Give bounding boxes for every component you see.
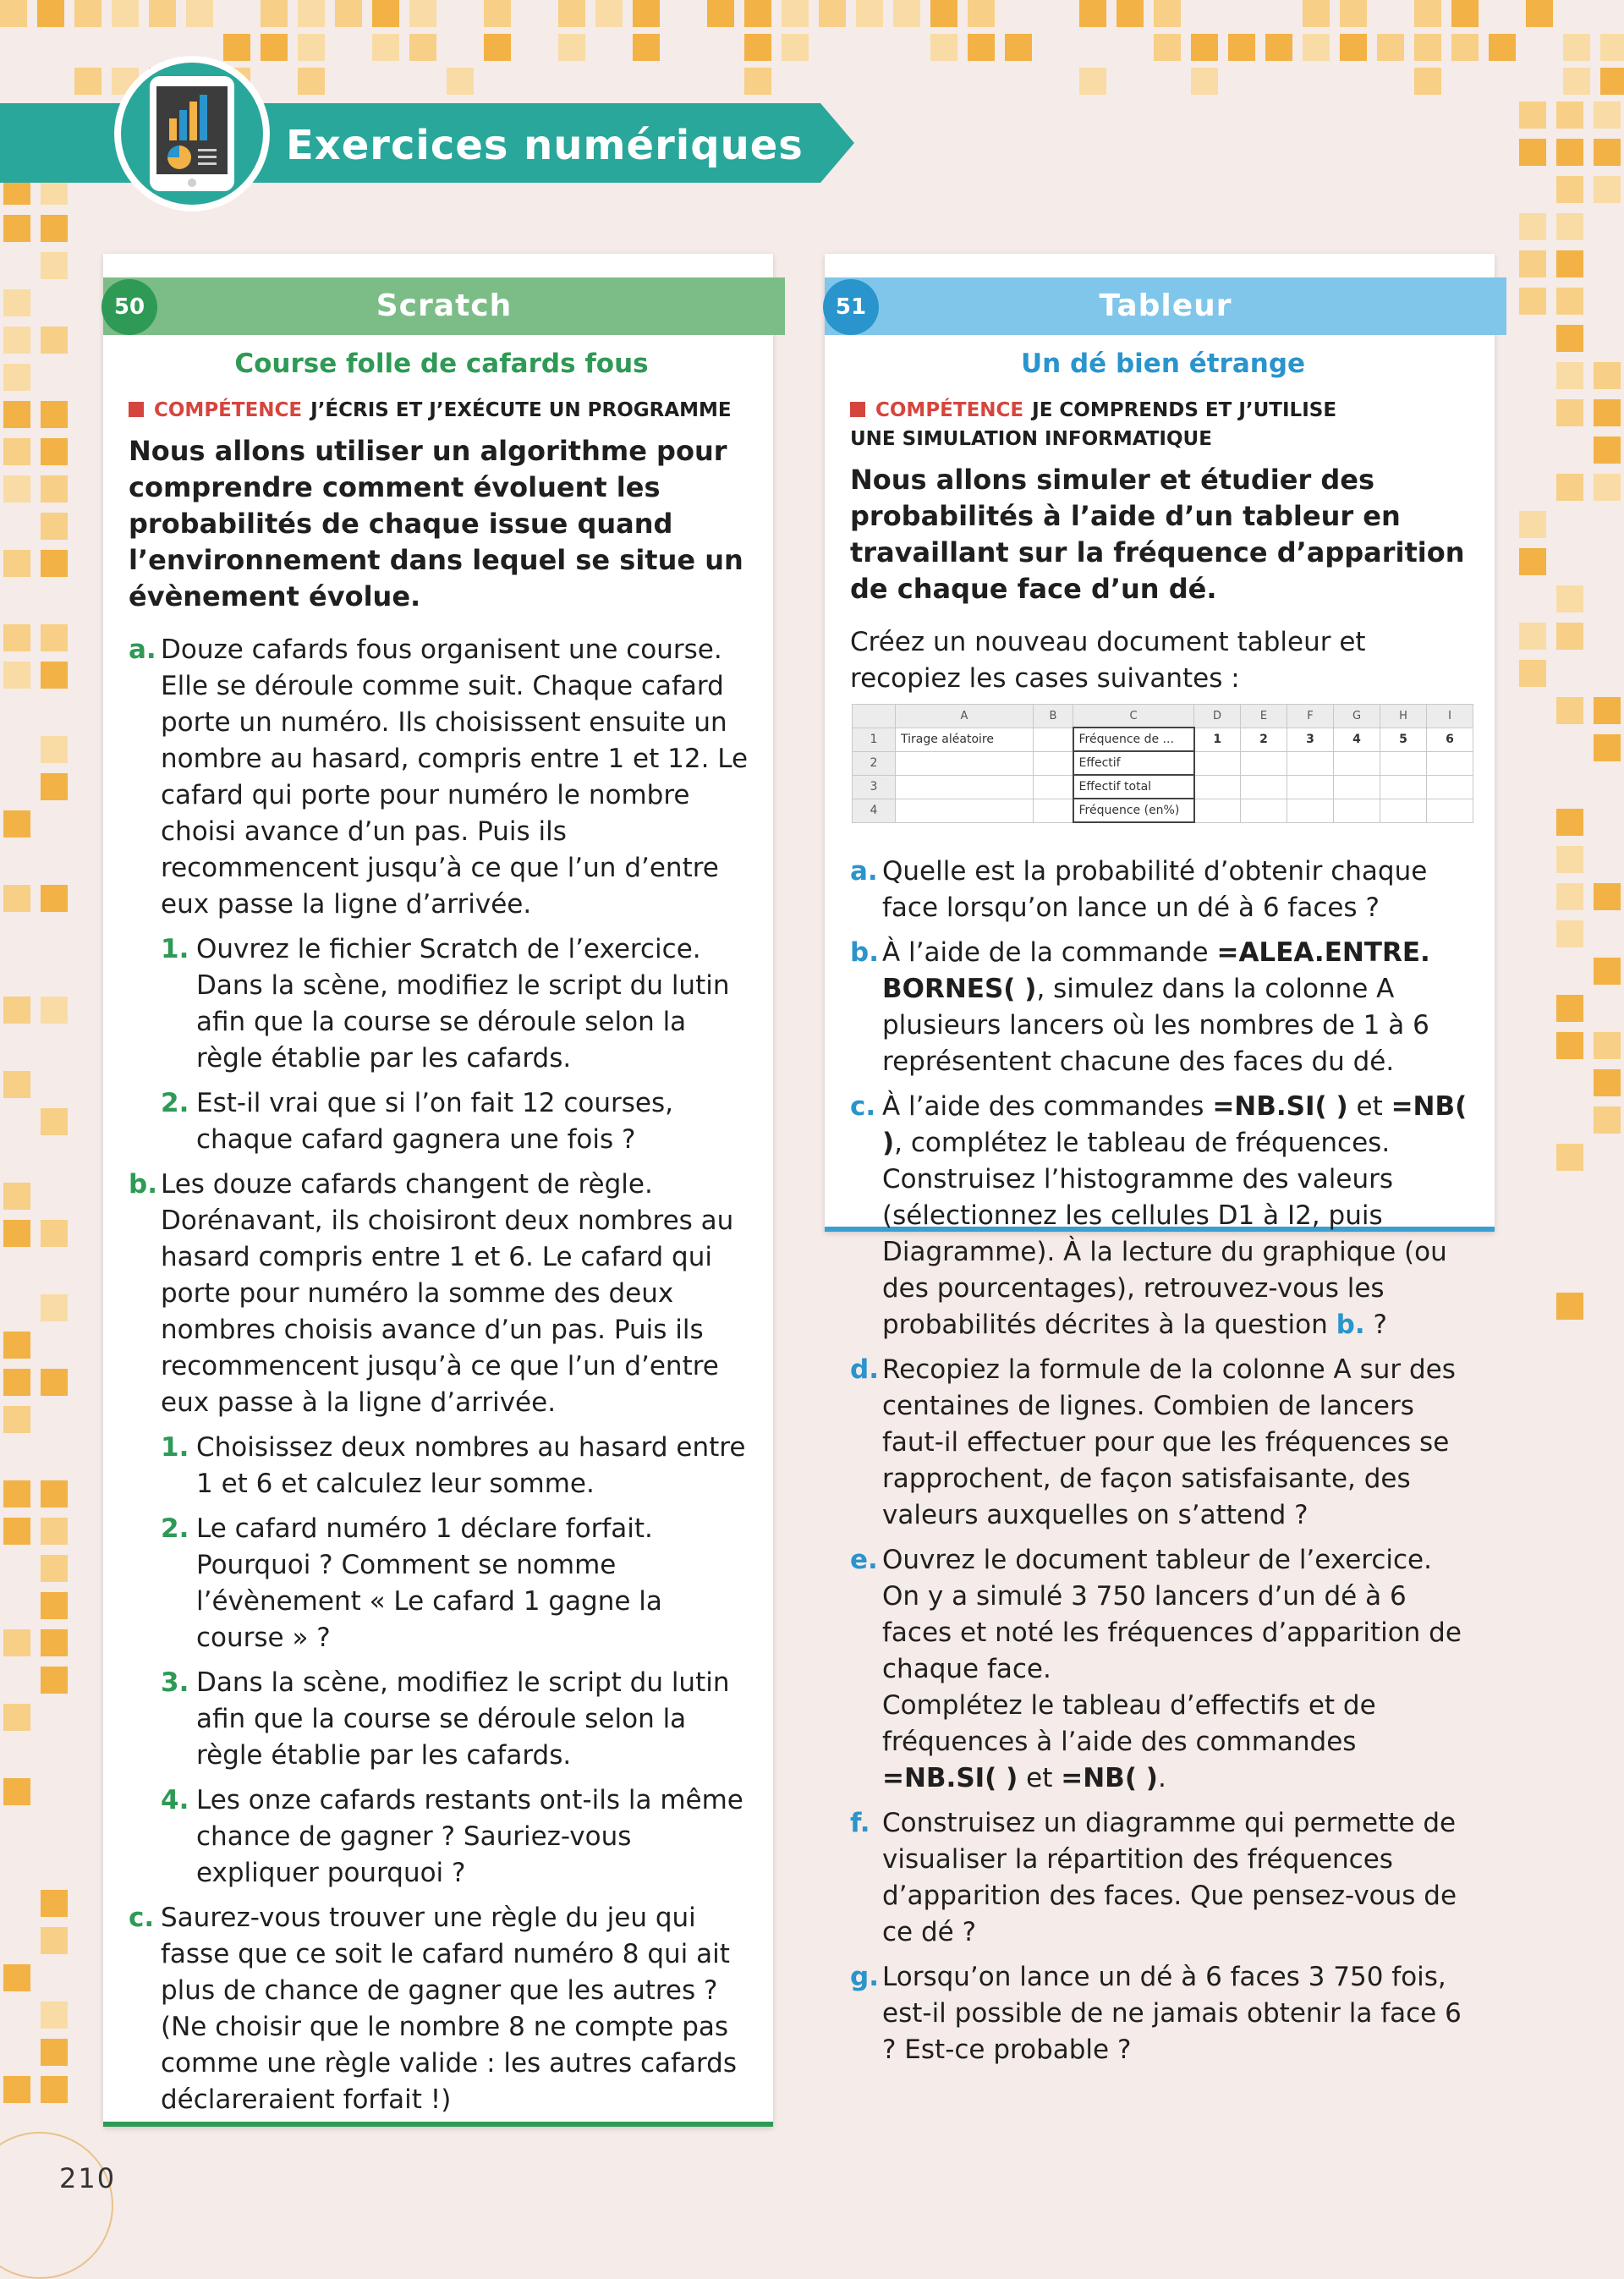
decorative-tile: [41, 1369, 68, 1396]
decorative-tile: [335, 0, 362, 27]
decorative-tile: [1519, 250, 1546, 277]
decorative-tile: [1519, 511, 1546, 538]
question-a: a. Douze cafards fous organisent une course. Elle se déroule comme suit. Chaque cafard porte un numéro. Ils choisissent ensuite un nombre au hasard, compris entre 1 et 12. Le cafard qui porte pour numéro le nombre choisi avance d’un pas. Puis ils recommencent jusqu’à ce que l’un d’entre eux passe la ligne d’arrivée. 1. Ouvrez le fichier Scratch de l’exercice. Dans la scène, modifiez le script du lutin afin que la course se déroule selon la règle établie par les cafards. 2. Est-il vrai que si l’on fait 12 courses, chaque cafard gagnera une fois ?: [129, 632, 754, 1158]
decorative-tile: [1556, 623, 1583, 650]
decorative-tile: [1594, 362, 1621, 389]
exercise-50-number: 50: [102, 279, 157, 335]
exercise-50-intro: Nous allons utiliser un algorithme pour comprendre comment évoluent les probabilités de chaque issue quand l’environnement dans lequel se situe un évènement évolue.: [129, 435, 743, 612]
decorative-tile: [1556, 920, 1583, 947]
question-c: c. Saurez-vous trouver une règle du jeu qui fasse que ce soit le cafard numéro 8 qui ait plus de chance de gagner que les autres ? (Ne choisir que le nombre 8 ne compte pas comme une règle valide : les autres cafards déclareraient forfait !): [129, 1903, 737, 2115]
decorative-tile: [1414, 0, 1441, 27]
decorative-tile: [3, 1778, 30, 1805]
decorative-tile: [1340, 34, 1367, 61]
decorative-tile: [1414, 68, 1441, 95]
decorative-tile: [1079, 0, 1106, 27]
decorative-tile: [3, 1071, 30, 1098]
question-b: b. À l’aide de la commande =ALEA.ENTRE. BORNES( ), simulez dans la colonne A plusieurs lancers où les nombres de 1 à 6 représentent chacune des faces du dé.: [850, 937, 1430, 1077]
decorative-tile: [968, 0, 995, 27]
exercise-50-card: [103, 254, 773, 2127]
decorative-tile: [1340, 0, 1367, 27]
decorative-tile: [930, 0, 957, 27]
decorative-tile: [41, 1890, 68, 1917]
decorative-tile: [558, 34, 585, 61]
decorative-tile: [1228, 34, 1255, 61]
decorative-tile: [1594, 1032, 1621, 1059]
decorative-tile: [3, 550, 30, 577]
decorative-tile: [3, 662, 30, 689]
decorative-tile: [1519, 139, 1546, 166]
sub-question: 1. Ouvrez le fichier Scratch de l’exercice. Dans la scène, modifiez le script du lutin afin que la course se déroule selon la règle établie par les cafards.: [161, 934, 730, 1074]
decorative-tile: [3, 327, 30, 354]
decorative-tile: [41, 997, 68, 1024]
exercise-51-number: 51: [823, 279, 879, 335]
decorative-tile: [1154, 34, 1181, 61]
decorative-tile: [1556, 139, 1583, 166]
decorative-tile: [1556, 1032, 1583, 1059]
decorative-tile: [1556, 102, 1583, 129]
exercise-50-header: Scratch: [376, 288, 513, 323]
decorative-tile: [41, 1294, 68, 1321]
decorative-tile: [372, 34, 399, 61]
decorative-tile: [1556, 697, 1583, 724]
decorative-tile: [41, 475, 68, 502]
decorative-tile: [41, 2076, 68, 2103]
decorative-tile: [558, 0, 585, 27]
decorative-tile: [298, 68, 325, 95]
decorative-tile: [3, 215, 30, 242]
decorative-tile: [3, 1220, 30, 1247]
decorative-tile: [744, 68, 771, 95]
competence-line: COMPÉTENCE JE COMPRENDS ET J’UTILISE UNE SIMULATION INFORMATIQUE: [850, 399, 1337, 450]
decorative-tile: [447, 68, 474, 95]
sub-question: 4. Les onze cafards restants ont-ils la même chance de gagner ? Sauriez-vous expliquer pourquoi ?: [161, 1785, 743, 1888]
decorative-tile: [41, 1220, 68, 1247]
sub-question: 2. Est-il vrai que si l’on fait 12 courses, chaque cafard gagnera une fois ?: [161, 1088, 673, 1155]
decorative-tile: [3, 364, 30, 391]
decorative-tile: [1377, 34, 1404, 61]
decorative-tile: [819, 0, 846, 27]
spreadsheet-snippet: [852, 704, 1473, 823]
decorative-tile: [1191, 68, 1218, 95]
decorative-tile: [484, 0, 511, 27]
sub-question: 1. Choisissez deux nombres au hasard entre 1 et 6 et calculez leur somme.: [161, 1432, 746, 1499]
decorative-tile: [41, 513, 68, 540]
decorative-tile: [1414, 34, 1441, 61]
decorative-tile: [298, 34, 325, 61]
question-c: c. À l’aide des commandes =NB.SI( ) et =NB( ), complétez le tableau de fréquences. Construisez l’histogramme des valeurs (sélectionnez les cellules D1 à I2, puis Diagramme). À la lecture du graphique (ou des pourcentages), retrouvez-vous les probabilités décrites à la question b. ?: [850, 1091, 1468, 1340]
decorative-tile: [3, 2076, 30, 2103]
decorative-tile: [3, 289, 30, 316]
decorative-tile: [1519, 288, 1546, 315]
decorative-tile: [1594, 1107, 1621, 1134]
decorative-tile: [1563, 68, 1590, 95]
decorative-tile: [744, 0, 771, 27]
decorative-tile: [41, 215, 68, 242]
decorative-tile: [1303, 34, 1330, 61]
exercise-51-header: Tableur: [1099, 288, 1232, 323]
page-number: 210: [59, 2162, 117, 2194]
decorative-tile: [1005, 34, 1032, 61]
sheet-row: 2 Effectif: [853, 751, 1473, 775]
decorative-tile: [1594, 697, 1621, 724]
decorative-tile: [3, 1518, 30, 1545]
decorative-tile: [1594, 883, 1621, 910]
decorative-tile: [595, 0, 623, 27]
sheet-row: 4 Fréquence (en%): [853, 799, 1473, 822]
decorative-tile: [484, 34, 511, 61]
decorative-tile: [1556, 809, 1583, 836]
competence-line: COMPÉTENCE J’ÉCRIS ET J’EXÉCUTE UN PROGRAMME: [129, 396, 754, 425]
decorative-tile: [41, 1927, 68, 1954]
decorative-tile: [3, 810, 30, 837]
decorative-tile: [1116, 0, 1144, 27]
decorative-tile: [1556, 399, 1583, 426]
decorative-tile: [1594, 102, 1621, 129]
decorative-tile: [41, 662, 68, 689]
decorative-tile: [1519, 102, 1546, 129]
question-f: f. Construisez un diagramme qui permette de visualiser la répartition des fréquences d’apparition des faces. Que pensez-vous de ce dé ?: [850, 1808, 1457, 1947]
decorative-tile: [1519, 548, 1546, 575]
decorative-tile: [41, 1480, 68, 1507]
decorative-tile: [74, 68, 102, 95]
decorative-tile: [1556, 883, 1583, 910]
decorative-tile: [149, 0, 176, 27]
question-e: e. Ouvrez le document tableur de l’exercice. On y a simulé 3 750 lancers d’un dé à 6 faces et noté les fréquences d’apparition de chaque face. Complétez le tableau d’effectifs et de fréquences à l’aide des commandes =NB.SI( ) et =NB( ).: [850, 1545, 1462, 1793]
decorative-tile: [1600, 68, 1624, 95]
decorative-tile: [409, 34, 436, 61]
decorative-tile: [856, 0, 883, 27]
decorative-tile: [1154, 0, 1181, 27]
question-d: d. Recopiez la formule de la colonne A sur des centaines de lignes. Combien de lancers faut-il effectuer pour que les fréquences se rapprochent, de façon satisfaisante, des valeurs auxquelles on s’attend ?: [850, 1354, 1456, 1530]
decorative-tile: [930, 34, 957, 61]
decorative-tile: [1594, 474, 1621, 501]
competence-square-icon: [129, 402, 144, 417]
decorative-tile: [112, 0, 139, 27]
competence-square-icon: [850, 402, 865, 417]
decorative-tile: [41, 401, 68, 428]
sheet-header-row: A B C D E F G H I: [853, 705, 1473, 728]
decorative-tile: [3, 1629, 30, 1656]
decorative-tile: [1556, 325, 1583, 352]
decorative-tile: [1191, 34, 1218, 61]
decorative-tile: [707, 0, 734, 27]
decorative-tile: [744, 34, 771, 61]
decorative-tile: [1556, 362, 1583, 389]
decorative-tile: [41, 327, 68, 354]
tablet-chart-icon: [112, 49, 272, 218]
exercise-51-card: [825, 254, 1495, 2065]
decorative-tile: [3, 1704, 30, 1731]
decorative-tile: [41, 550, 68, 577]
decorative-tile: [3, 1480, 30, 1507]
decorative-tile: [41, 2002, 68, 2029]
decorative-tile: [1594, 1069, 1621, 1096]
decorative-tile: [633, 0, 660, 27]
decorative-tile: [41, 773, 68, 800]
decorative-tile: [3, 1406, 30, 1433]
sheet-row: 1 Tirage aléatoire Fréquence de ... 1 2 3 4 5 6: [853, 728, 1473, 751]
sheet-row: 3 Effectif total: [853, 775, 1473, 799]
decorative-tile: [1519, 213, 1546, 240]
decorative-tile: [1556, 846, 1583, 873]
decorative-tile: [3, 1332, 30, 1359]
decorative-tile: [41, 736, 68, 763]
decorative-tile: [893, 0, 920, 27]
decorative-tile: [1594, 139, 1621, 166]
decorative-tile: [41, 885, 68, 912]
decorative-tile: [3, 624, 30, 651]
decorative-tile: [1556, 585, 1583, 612]
page-title: Exercices numériques: [286, 122, 804, 169]
decorative-tile: [41, 1555, 68, 1582]
decorative-tile: [3, 438, 30, 465]
decorative-tile: [41, 438, 68, 465]
decorative-tile: [1079, 68, 1106, 95]
question-b: b. Les douze cafards changent de règle. Dorénavant, ils choisiront deux nombres au hasard compris entre 1 et 6. Le cafard qui porte pour numéro la somme des deux nombres choisis avance d’un pas. Puis ils recommencent jusqu’à ce que l’un d’entre eux passe à la ligne d’arrivée. 1. Choisissez deux nombres au hasard entre 1 et 6 et calculez leur somme. 2. Le cafard numéro 1 déclare forfait. Pourquoi ? Comment se nomme l’évènement « Le cafard 1 gagne la course » ? 3. Dans la scène, modifiez le script du lutin afin que la course se déroule selon la règle établie par les cafards. 4. Les onze cafards restants ont-ils la même chance de gagner ? Sauriez-vous expliquer pourquoi ?: [129, 1167, 754, 1892]
decorative-tile: [1489, 34, 1516, 61]
decorative-tile: [3, 997, 30, 1024]
decorative-tile: [3, 885, 30, 912]
decorative-tile: [1556, 995, 1583, 1022]
decorative-tile: [1556, 288, 1583, 315]
decorative-tile: [1556, 250, 1583, 277]
decorative-tile: [1451, 0, 1479, 27]
decorative-tile: [1594, 437, 1621, 464]
decorative-tile: [41, 252, 68, 279]
decorative-tile: [186, 0, 213, 27]
decorative-tile: [633, 34, 660, 61]
decorative-tile: [1303, 0, 1330, 27]
decorative-tile: [1526, 0, 1553, 27]
exercise-51-intro: Nous allons simuler et étudier des probabilités à l’aide d’un tableur en travaillant sur la fréquence d’apparition de chaque face d’un dé.: [850, 464, 1465, 605]
decorative-tile: [261, 0, 288, 27]
decorative-tile: [1600, 34, 1624, 61]
decorative-tile: [1519, 660, 1546, 687]
decorative-tile: [372, 0, 399, 27]
decorative-tile: [41, 1592, 68, 1619]
decorative-tile: [968, 34, 995, 61]
decorative-tile: [41, 624, 68, 651]
decorative-tile: [1556, 474, 1583, 501]
decorative-tile: [409, 0, 436, 27]
decorative-tile: [41, 1629, 68, 1656]
decorative-tile: [3, 1964, 30, 1991]
decorative-tile: [1265, 34, 1292, 61]
decorative-tile: [41, 2039, 68, 2066]
decorative-tile: [74, 0, 102, 27]
decorative-tile: [1519, 623, 1546, 650]
decorative-tile: [298, 0, 325, 27]
decorative-tile: [1594, 958, 1621, 985]
decorative-tile: [37, 0, 64, 27]
decorative-tile: [3, 1183, 30, 1210]
decorative-tile: [782, 0, 809, 27]
decorative-tile: [782, 34, 809, 61]
decorative-tile: [1451, 34, 1479, 61]
decorative-tile: [1556, 1144, 1583, 1171]
decorative-tile: [3, 1369, 30, 1396]
decorative-tile: [1556, 176, 1583, 203]
decorative-tile: [1563, 34, 1590, 61]
decorative-tile: [41, 1667, 68, 1694]
exercise-50-subtitle: Course folle de cafards fous: [234, 349, 649, 379]
decorative-tile: [1594, 399, 1621, 426]
question-g: g. Lorsqu’on lance un dé à 6 faces 3 750 fois, est-il possible de ne jamais obtenir la face 6 ? Est-ce probable ?: [850, 1962, 1462, 2065]
sub-question: 2. Le cafard numéro 1 déclare forfait. Pourquoi ? Comment se nomme l’évènement « Le cafard 1 gagne la course » ?: [161, 1513, 662, 1653]
decorative-tile: [0, 0, 27, 27]
decorative-tile: [1556, 213, 1583, 240]
decorative-tile: [41, 1108, 68, 1135]
decorative-tile: [41, 1518, 68, 1545]
decorative-tile: [1556, 1293, 1583, 1320]
decorative-tile: [1594, 734, 1621, 761]
exercise-51-subtitle: Un dé bien étrange: [1020, 349, 1306, 379]
question-a: a. Quelle est la probabilité d’obtenir chaque face lorsqu’on lance un dé à 6 faces ?: [850, 856, 1428, 923]
create-instructions: Créez un nouveau document tableur et recopiez les cases suivantes :: [850, 627, 1366, 694]
decorative-tile: [3, 475, 30, 502]
decorative-tile: [1594, 176, 1621, 203]
decorative-tile: [3, 401, 30, 428]
sub-question: 3. Dans la scène, modifiez le script du lutin afin que la course se déroule selon la règle établie par les cafards.: [161, 1667, 730, 1771]
